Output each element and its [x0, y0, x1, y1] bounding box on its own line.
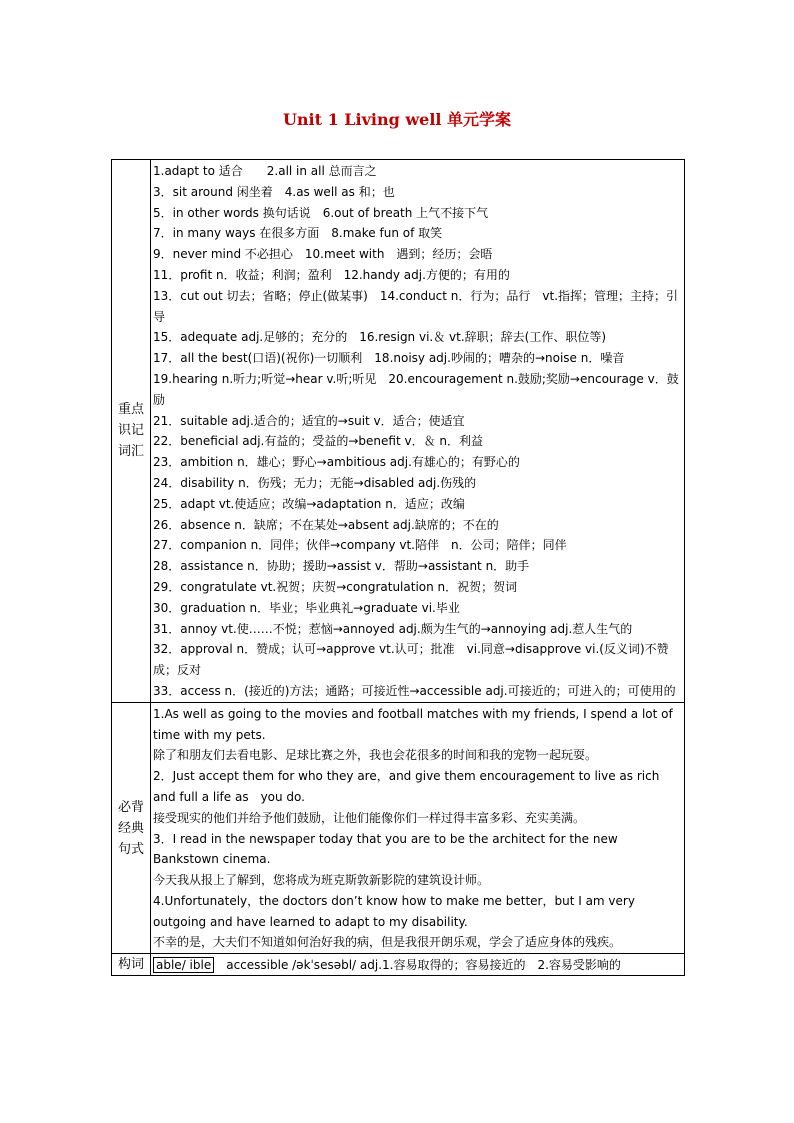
vocab-line: 13．cut out 切去；省略；停止(做某事) 14.conduct n．行为；品行 vt.指挥；管理；主持；引导 — [153, 288, 679, 324]
vocab-line: 9．never mind 不必担心 10.meet with 遇到；经历；会晤 — [153, 247, 493, 262]
vocab-row — [112, 160, 685, 703]
vocab-line: 11．profit n．收益；利润；盈利 12.handy adj.方便的；有用的 — [153, 267, 510, 282]
sentence-chinese: 不幸的是，大夫们不知道如何治好我的病，但是我很开朗乐观，学会了适应身体的残疾。 — [153, 935, 622, 950]
sentences-row — [112, 702, 685, 954]
vocab-line: 1.adapt to 适合 2.all in all 总而言之 — [153, 164, 377, 178]
vocab-line: 23．ambition n．雄心；野心→ambitious adj.有雄心的；有野心的 — [153, 455, 520, 470]
vocab-line: 31．annoy vt.使……不悦；惹恼→annoyed adj.颇为生气的→annoying adj.惹人生气的 — [153, 621, 633, 636]
sentence-english: 3．I read in the newspaper today that you are to be the architect for the new Bankstown cinema. — [153, 831, 618, 867]
sentence-chinese: 除了和朋友们去看电影、足球比赛之外，我也会花很多的时间和我的宠物一起玩耍。 — [153, 748, 598, 763]
vocab-line: 24．disability n．伤残；无力；无能→disabled adj.伤残的 — [153, 475, 477, 490]
wordform-label: 构词 — [112, 954, 151, 976]
vocab-label: 重点 识记 词汇 — [112, 160, 151, 703]
vocab-line: 27．companion n．同伴；伙伴→company vt.陪伴 n．公司；陪伴；同伴 — [153, 538, 567, 553]
vocab-line: 22．beneficial adj.有益的；受益的→benefit v．＆ n．利益 — [153, 434, 484, 449]
page-title: Unit 1 Living well 单元学案 — [282, 110, 512, 129]
wordform-row — [112, 954, 685, 976]
sentence-english: 4.Unfortunately，the doctors don’t know how to make me better，but I am very outgoing and have learned to adapt to my disability. — [153, 893, 635, 929]
vocab-line: 33．access n．(接近的)方法；通路；可接近性→accessible adj.可接近的；可进入的；可使用的 — [153, 683, 676, 698]
study-table — [111, 159, 685, 976]
vocab-line: 19.hearing n.听力;听觉→hear v.听;听见 20.encouragement n.鼓励;奖励→encourage v．鼓励 — [153, 371, 679, 407]
vocab-line: 30．graduation n．毕业；毕业典礼→graduate vi.毕业 — [153, 600, 460, 615]
vocab-line: 26．absence n．缺席；不在某处→absent adj.缺席的；不在的 — [153, 517, 499, 532]
vocab-line: 21．suitable adj.适合的；适宜的→suit v．适合；使适宜 — [153, 413, 465, 428]
sentence-english: 2．Just accept them for who they are，and give them encouragement to live as rich and full a life as you do. — [153, 769, 660, 804]
vocab-line: 3．sit around 闲坐着 4.as well as 和；也 — [153, 184, 395, 199]
wordform-content — [151, 954, 685, 976]
vocab-line: 7．in many ways 在很多方面 8.make fun of 取笑 — [153, 226, 443, 241]
sentence-chinese: 今天我从报上了解到，您将成为班克斯敦新影院的建筑设计师。 — [153, 873, 490, 888]
wordform-text: accessible /əkˈsesəbl/ adj.1.容易取得的；容易接近的 2.容易受影响的 — [214, 958, 621, 973]
sentence-list — [151, 702, 685, 954]
vocab-line: 15．adequate adj.足够的；充分的 16.resign vi.＆ vt.辞职；辞去(工作、职位等) — [153, 330, 607, 345]
vocab-line: 28．assistance n．协助；援助→assist v．帮助→assistant n．助手 — [153, 559, 530, 574]
vocab-line: 17．all the best(口语)(祝你)一切顺利 18.noisy adj.吵闹的；嘈杂的→noise n．噪音 — [153, 351, 625, 366]
sentence-english: 1.As well as going to the movies and football matches with my friends, I spend a lot of time with my pets. — [153, 706, 673, 742]
vocab-line: 29．congratulate vt.祝贺；庆贺→congratulation n．祝贺；贺词 — [153, 579, 518, 594]
vocab-line: 32．approval n．赞成；认可→approve vt.认可；批准 vi.同意→disapprove vi.(反义词)不赞成；反对 — [153, 642, 669, 678]
vocab-line: 25．adapt vt.使适应；改编→adaptation n．适应；改编 — [153, 496, 465, 511]
sentences-label: 必背 经典 句式 — [112, 702, 151, 954]
vocab-list — [151, 160, 685, 703]
suffix-tag: able/ ible — [153, 957, 214, 973]
sentence-chinese: 接受现实的他们并给予他们鼓励，让他们能像你们一样过得丰富多彩、充实美满。 — [153, 810, 586, 825]
vocab-line: 5．in other words 换句话说 6.out of breath 上气不接下气 — [153, 205, 489, 220]
